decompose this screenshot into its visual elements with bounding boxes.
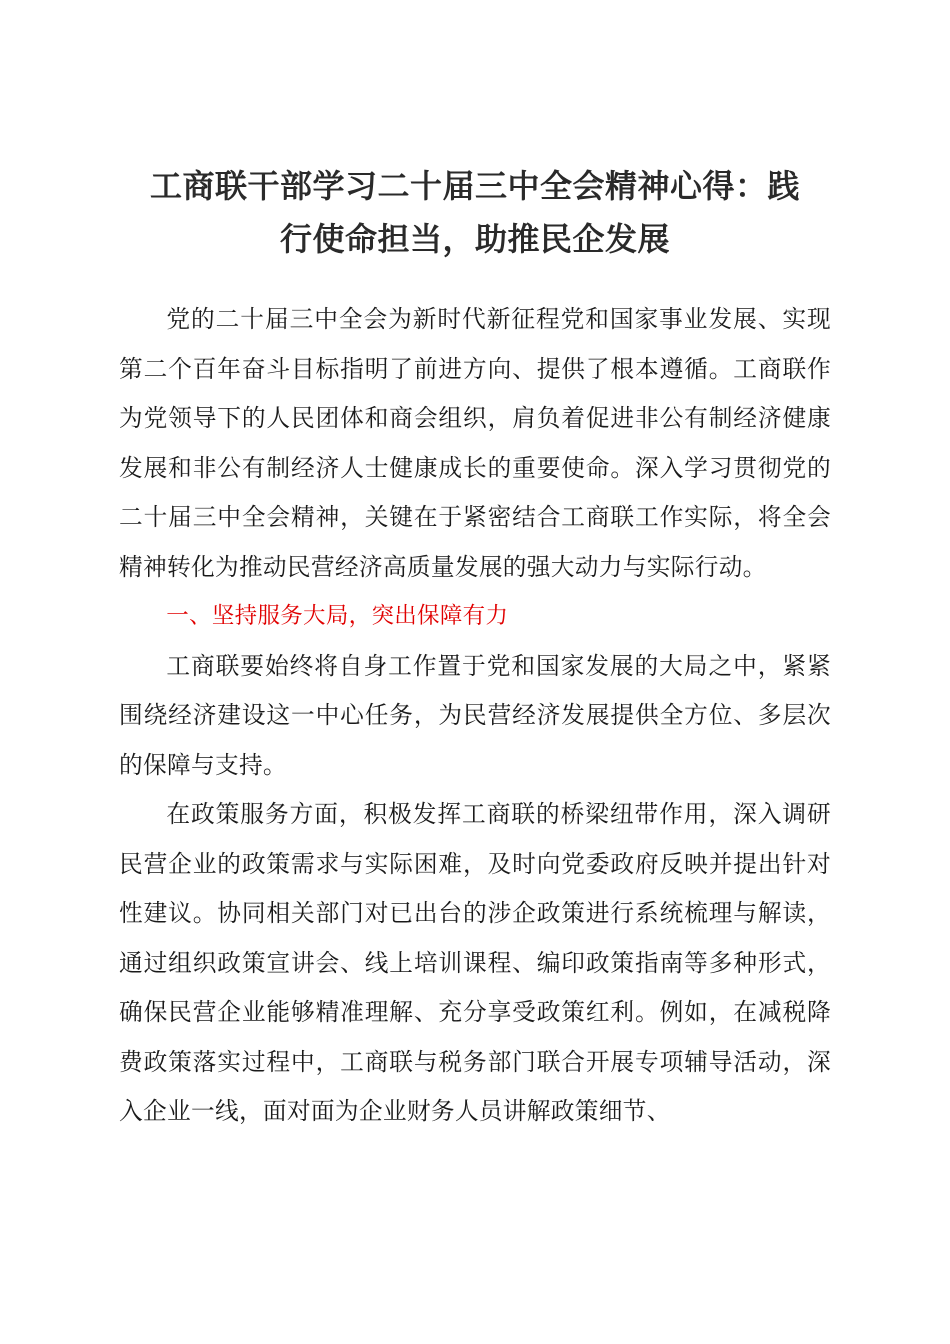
section-1-paragraph-1: 工商联要始终将自身工作置于党和国家发展的大局之中，紧紧围绕经济建设这一中心任务，为民营经济发展提供全方位、多层次的保障与支持。	[119, 651, 831, 779]
section-heading-1: 一、坚持服务大局，突出保障有力	[166, 603, 509, 629]
title-line-2: 行使命担当，助推民企发展	[279, 220, 670, 258]
document-title	[119, 160, 831, 266]
title-line-1: 工商联干部学习二十届三中全会精神心得：践	[149, 167, 800, 205]
section-1-paragraph-2: 在政策服务方面，积极发挥工商联的桥梁纽带作用，深入调研民营企业的政策需求与实际困难，及时向党委政府反映并提出针对性建议。协同相关部门对已出台的涉企政策进行系统梳理与解读，通过组织政策宣讲会、线上培训课程、编印政策指南等多种形式，确保民营企业能够精准理解、充分享受政策红利。例如，在减税降费政策落实过程中，工商联与税务部门联合开展专项辅导活动，深入企业一线，面对面为企业财务人员讲解政策细节、	[119, 800, 831, 1125]
document-body	[119, 295, 831, 1137]
document-page	[119, 160, 831, 1137]
intro-paragraph: 党的二十届三中全会为新时代新征程党和国家事业发展、实现第二个百年奋斗目标指明了前进方向、提供了根本遵循。工商联作为党领导下的人民团体和商会组织，肩负着促进非公有制经济健康发展和非公有制经济人士健康成长的重要使命。深入学习贯彻党的二十届三中全会精神，关键在于紧密结合工商联工作实际，将全会精神转化为推动民营经济高质量发展的强大动力与实际行动。	[119, 305, 831, 581]
